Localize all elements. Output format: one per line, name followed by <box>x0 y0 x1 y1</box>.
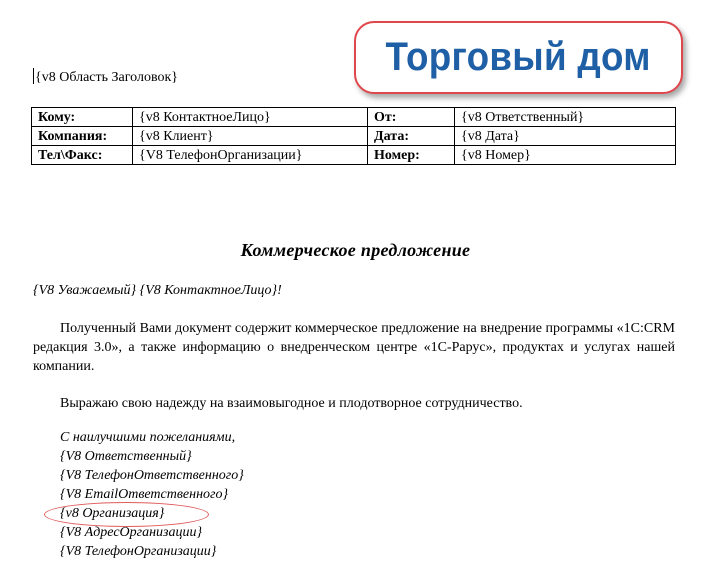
label-from: От: <box>368 108 455 127</box>
field-contact-person[interactable]: {v8 КонтактноеЛицо} <box>133 108 368 127</box>
label-phone-fax: Тел\Факс: <box>32 146 133 165</box>
text-cursor <box>33 68 34 84</box>
field-org-phone[interactable]: {V8 ТелефонОрганизации} <box>133 146 368 165</box>
label-date: Дата: <box>368 127 455 146</box>
table-row <box>32 108 676 127</box>
signature-block <box>60 428 675 561</box>
body-paragraph: Полученный Вами документ содержит коммерческое предложение на внедрение программы «1С:CRM редакция 3.0», а также информацию о внедренческом центре «1С-Рарус», продуктах и услугах нашей компании. <box>33 321 675 374</box>
field-org-phone-signature[interactable]: {V8 ТелефонОрганизации} <box>60 544 217 559</box>
highlight-ellipse <box>44 502 209 527</box>
closing-paragraph: Выражаю свою надежду на взаимовыгодное и плодотворное сотрудничество. <box>60 396 523 411</box>
header-area-param[interactable]: {v8 Область Заголовок} <box>35 70 178 85</box>
label-to: Кому: <box>32 108 133 127</box>
field-number[interactable]: {v8 Номер} <box>455 146 676 165</box>
field-responsible-phone[interactable]: {V8 ТелефонОтветственного} <box>60 468 244 483</box>
label-company: Компания: <box>32 127 133 146</box>
field-date[interactable]: {v8 Дата} <box>455 127 676 146</box>
logo-text: Торговый дом <box>385 35 652 79</box>
details-table <box>31 107 676 165</box>
header-area-field[interactable] <box>33 68 178 86</box>
field-organization[interactable]: {v8 Организация} <box>60 506 165 521</box>
table-row <box>32 127 676 146</box>
greeting-line[interactable]: {V8 Уважаемый} {V8 КонтактноеЛицо}! <box>33 283 282 298</box>
company-logo <box>354 21 683 94</box>
field-responsible-name[interactable]: {V8 Ответственный} <box>60 449 192 464</box>
field-client[interactable]: {v8 Клиент} <box>133 127 368 146</box>
table-row <box>32 146 676 165</box>
field-responsible[interactable]: {v8 Ответственный} <box>455 108 676 127</box>
document-title: Коммерческое предложение <box>240 240 471 260</box>
field-responsible-email[interactable]: {V8 EmailОтветственного} <box>60 487 229 502</box>
signature-greeting: С наилучшими пожеланиями, <box>60 430 236 445</box>
label-number: Номер: <box>368 146 455 165</box>
field-org-address[interactable]: {V8 АдресОрганизации} <box>60 525 203 540</box>
